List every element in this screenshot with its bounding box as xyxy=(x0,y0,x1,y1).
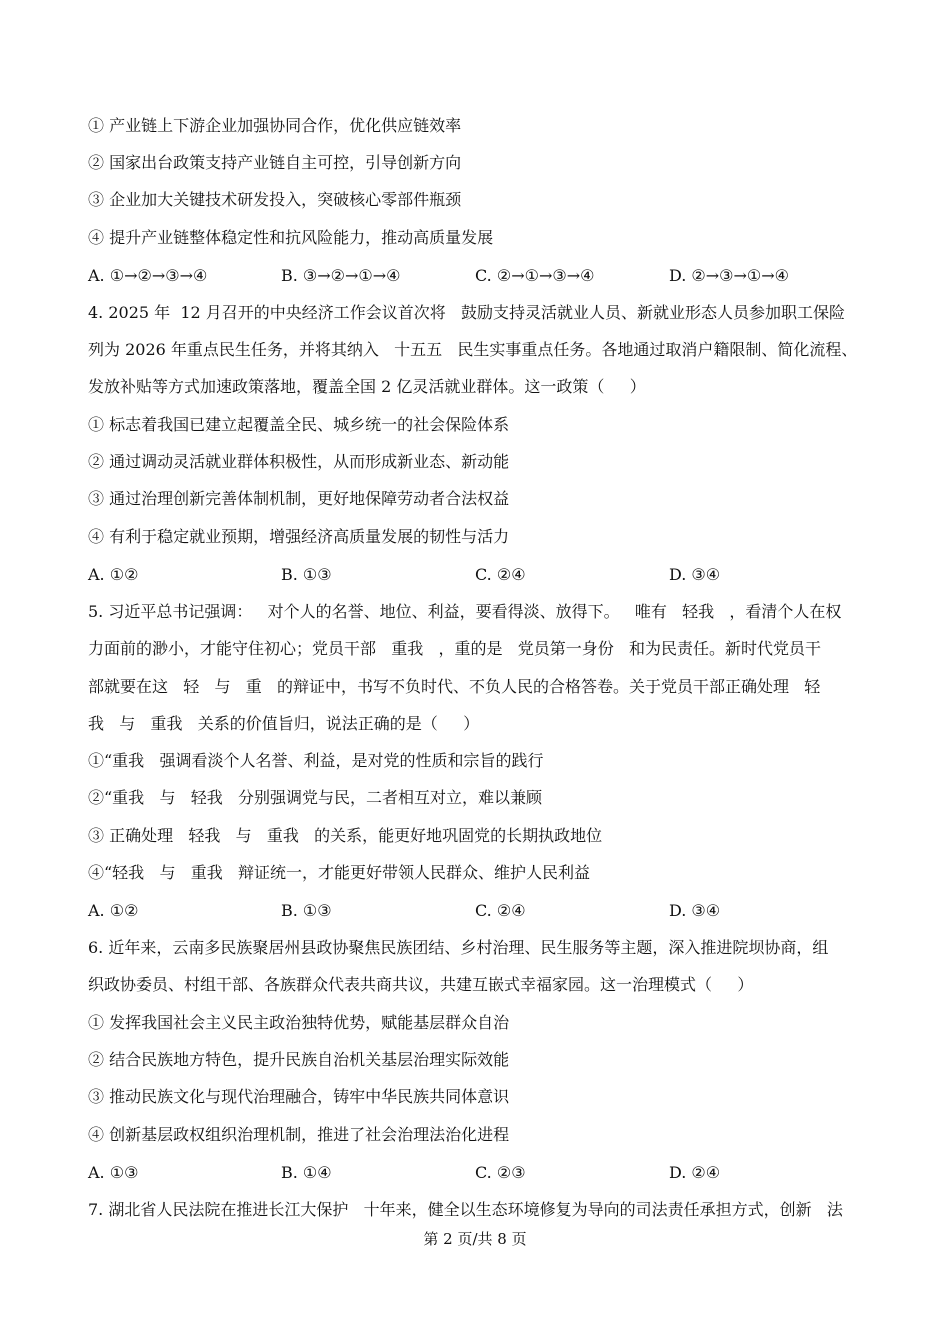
q4-option-d: D. ③④ xyxy=(669,565,721,584)
q5-option-c: C. ②④ xyxy=(475,901,526,920)
q3-option-a: A. ①→②→③→④ xyxy=(88,266,208,285)
q6-item-1: ① 发挥我国社会主义民主政治独特优势，赋能基层群众自治 xyxy=(88,1013,510,1032)
q6-item-2: ② 结合民族地方特色，提升民族自治机关基层治理实际效能 xyxy=(88,1050,510,1069)
q3-option-b: B. ③→②→①→④ xyxy=(281,266,401,285)
q6-item-3: ③ 推动民族文化与现代治理融合，铸牢中华民族共同体意识 xyxy=(88,1087,510,1106)
q4-stem-line-1: 4. 2025 年 12 月召开的中央经济工作会议首次将 鼓励支持灵活就业人员、新就业形态人员参加职工保险 xyxy=(88,303,846,322)
q4-option-b: B. ①③ xyxy=(281,565,332,584)
q3-option-d: D. ②→③→①→④ xyxy=(669,266,790,285)
q3-item-1: ① 产业链上下游企业加强协同合作，优化供应链效率 xyxy=(88,116,462,135)
q6-option-a: A. ①③ xyxy=(88,1163,139,1182)
q5-item-2: ②“重我 与 轻我 分别强调党与民，二者相互对立，难以兼顾 xyxy=(88,788,542,807)
q4-stem-line-3: 发放补贴等方式加速政策落地，覆盖全国 2 亿灵活就业群体。这一政策（ ） xyxy=(88,377,646,396)
q5-stem-line-4: 我 与 重我 关系的价值旨归，说法正确的是（ ） xyxy=(88,714,480,733)
q3-item-3: ③ 企业加大关键技术研发投入，突破核心零部件瓶颈 xyxy=(88,190,462,209)
q5-stem-line-3: 部就要在这 轻 与 重 的辩证中，书写不负时代、不负人民的合格答卷。关于党员干部正确处理 轻 xyxy=(88,677,821,696)
q4-option-a: A. ①② xyxy=(88,565,139,584)
q7-stem-line-1: 7. 湖北省人民法院在推进长江大保护 十年来，健全以生态环境修复为导向的司法责任承担方式，创新 法 xyxy=(88,1200,843,1219)
q3-item-4: ④ 提升产业链整体稳定性和抗风险能力，推动高质量发展 xyxy=(88,228,494,247)
q5-options xyxy=(88,900,888,922)
q5-option-d: D. ③④ xyxy=(669,901,721,920)
q4-options xyxy=(88,564,888,586)
q5-stem-line-1: 5. 习近平总书记强调： 对个人的名誉、地位、利益，要看得淡、放得下。 唯有 轻我 ，看清个人在权 xyxy=(88,602,842,621)
q3-option-c: C. ②→①→③→④ xyxy=(475,266,595,285)
q6-options xyxy=(88,1162,888,1184)
q6-option-c: C. ②③ xyxy=(475,1163,526,1182)
q4-item-1: ① 标志着我国已建立起覆盖全民、城乡统一的社会保险体系 xyxy=(88,415,510,434)
q4-stem-line-2: 列为 2026 年重点民生任务，并将其纳入 十五五 民生实事重点任务。各地通过取消户籍限制、简化流程、 xyxy=(88,340,858,359)
q5-item-3: ③ 正确处理 轻我 与 重我 的关系，能更好地巩固党的长期执政地位 xyxy=(88,826,603,845)
q6-stem-line-1: 6. 近年来，云南多民族聚居州县政协聚焦民族团结、乡村治理、民生服务等主题，深入推进院坝协商，组 xyxy=(88,938,829,957)
q5-option-a: A. ①② xyxy=(88,901,139,920)
q6-option-b: B. ①④ xyxy=(281,1163,332,1182)
q4-option-c: C. ②④ xyxy=(475,565,526,584)
page-footer: 第 2 页/共 8 页 xyxy=(423,1230,527,1248)
q4-item-4: ④ 有利于稳定就业预期，增强经济高质量发展的韧性与活力 xyxy=(88,527,510,546)
q5-item-4: ④“轻我 与 重我 辩证统一，才能更好带领人民群众、维护人民利益 xyxy=(88,863,590,882)
q4-item-2: ② 通过调动灵活就业群体积极性，从而形成新业态、新动能 xyxy=(88,452,510,471)
q3-options xyxy=(88,265,888,287)
q4-item-3: ③ 通过治理创新完善体制机制，更好地保障劳动者合法权益 xyxy=(88,489,510,508)
q5-item-1: ①“重我 强调看淡个人名誉、利益，是对党的性质和宗旨的践行 xyxy=(88,751,544,770)
q6-item-4: ④ 创新基层政权组织治理机制，推进了社会治理法治化进程 xyxy=(88,1125,510,1144)
q6-option-d: D. ②④ xyxy=(669,1163,721,1182)
q3-item-2: ② 国家出台政策支持产业链自主可控，引导创新方向 xyxy=(88,153,462,172)
q5-stem-line-2: 力面前的渺小，才能守住初心；党员干部 重我 ，重的是 党员第一身份 和为民责任。新时代党员干 xyxy=(88,639,822,658)
q6-stem-line-2: 织政协委员、村组干部、各族群众代表共商共议，共建互嵌式幸福家园。这一治理模式（ ） xyxy=(88,975,754,994)
q5-option-b: B. ①③ xyxy=(281,901,332,920)
